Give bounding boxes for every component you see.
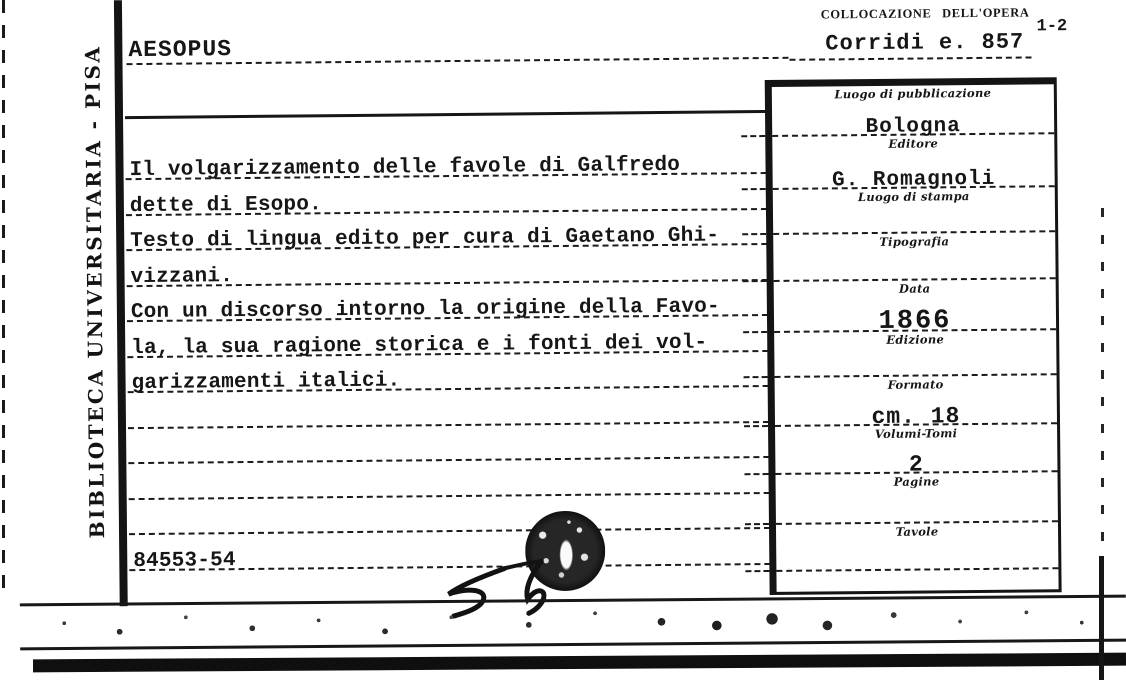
field-label: Luogo di stampa — [857, 189, 970, 205]
collocation-block — [789, 5, 1068, 61]
field-formato — [775, 375, 1057, 431]
field-label: Volumi-Tomi — [874, 426, 958, 441]
vertical-rule — [114, 0, 128, 606]
blank-ruled-line — [128, 458, 769, 500]
collocation-value: Corridi e. 857 — [825, 29, 1025, 57]
description-line: garizzamenti italici. — [131, 369, 401, 396]
field-tavole — [776, 522, 1058, 572]
description-line: Con un discorso intorno la origine della Favo- — [130, 295, 720, 325]
description-line: Il volgarizzamento delle favole di Galfredo — [129, 153, 681, 183]
field-value: Bologna — [865, 115, 961, 140]
field-value: 2 — [908, 451, 924, 478]
description-line: vizzani. — [130, 264, 234, 289]
blank-ruled-line — [128, 422, 769, 464]
torn-edge-band — [20, 595, 1126, 651]
field-luogo-stampa — [773, 187, 1055, 235]
scan-right-edge-thick — [1099, 556, 1104, 680]
description-line: la, la sua ragione storica e i fonti dei vol- — [131, 331, 708, 360]
library-side-label: BIBLIOTECA UNIVERSITARIA - PISA — [80, 44, 110, 539]
field-value: G. Romagnoli — [831, 167, 996, 193]
blank-ruled-line — [129, 493, 770, 535]
description-row — [125, 113, 767, 183]
inventory-number: 84553-54 — [133, 548, 236, 573]
field-label: Tavole — [895, 524, 939, 539]
details-panel — [765, 77, 1062, 595]
scan-right-edge — [1101, 208, 1104, 558]
field-value: 1866 — [878, 305, 952, 337]
field-label: Pagine — [893, 474, 940, 489]
field-edizione — [774, 330, 1056, 378]
field-volumi-tomi — [775, 424, 1057, 478]
field-label: Formato — [887, 377, 944, 392]
field-editore — [772, 134, 1054, 193]
description-line: dette di Esopo. — [129, 192, 323, 218]
field-label: Editore — [888, 136, 939, 151]
field-data — [774, 279, 1056, 337]
field-label: Luogo di pubblicazione — [834, 85, 992, 102]
collocation-label: COLLOCAZIONE DELL'OPERA — [820, 5, 1030, 22]
field-label: Edizione — [886, 332, 945, 347]
description-area — [125, 110, 770, 571]
field-value: cm. 18 — [871, 403, 961, 431]
description-line: Testo di lingua edito per cura di Gaetano Ghi- — [130, 224, 720, 254]
field-luogo-pubblicazione — [772, 84, 1054, 140]
field-label: Data — [898, 281, 931, 296]
field-label: Tipografia — [879, 234, 950, 249]
field-pagine — [775, 472, 1057, 525]
collocation-value-row — [789, 17, 1068, 60]
author-heading: AESOPUS — [128, 36, 233, 64]
field-tipografia — [773, 232, 1055, 282]
collocation-superscript: 1-2 — [1036, 17, 1068, 37]
